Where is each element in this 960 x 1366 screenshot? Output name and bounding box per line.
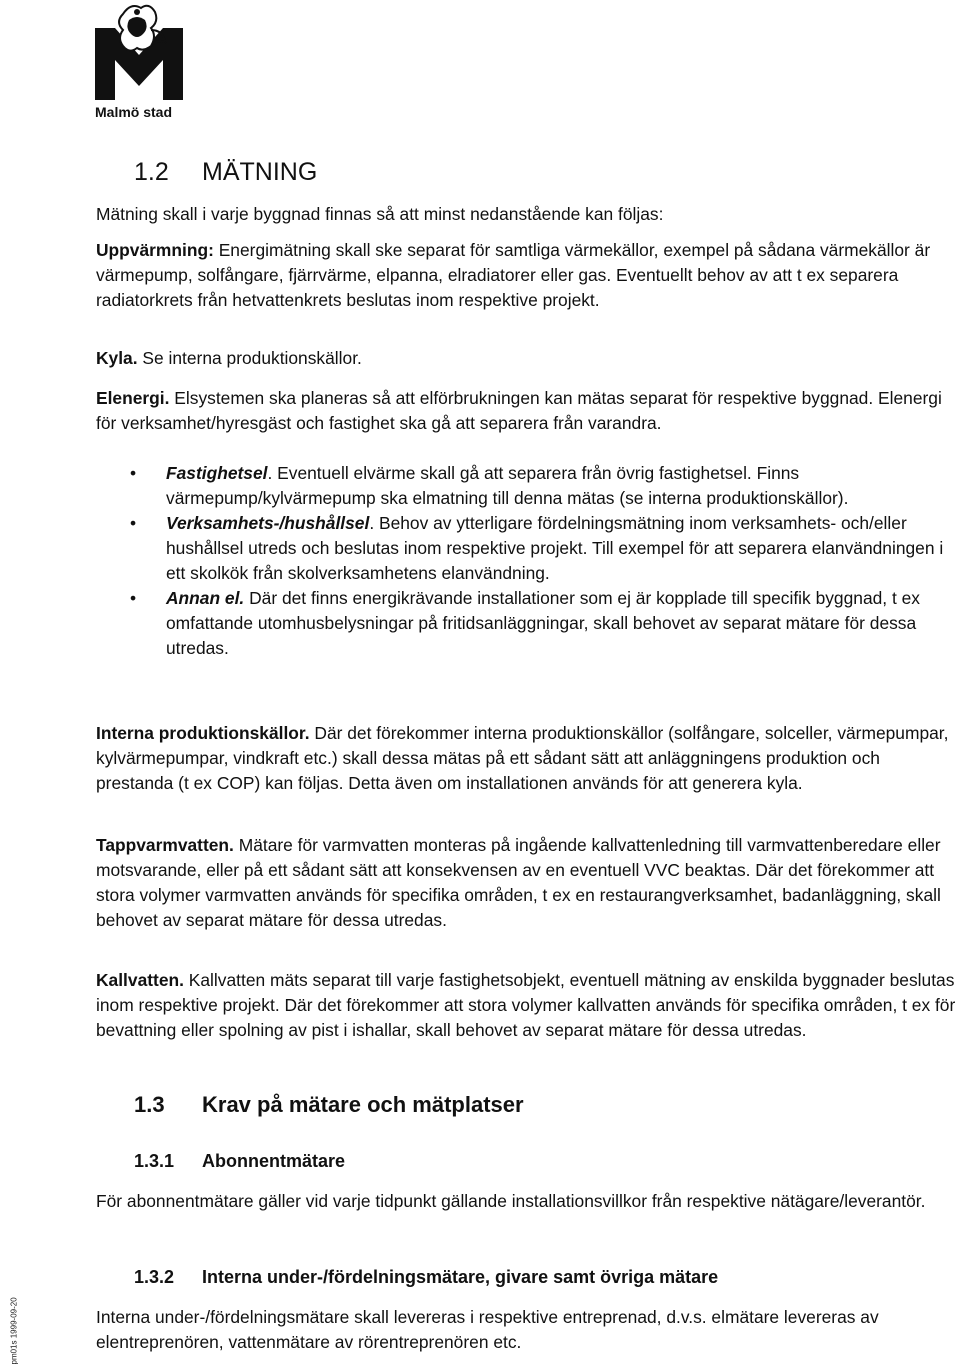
abonnentmatare-paragraph: För abonnentmätare gäller vid varje tidpunkt gällande installationsvillkor från respektive nätägare/leverantör. <box>96 1191 926 1211</box>
heading-title: Krav på mätare och mätplatser <box>202 1092 524 1117</box>
city-crest-icon <box>93 0 185 102</box>
bullet-icon: • <box>130 588 137 608</box>
heading-1-3-2 <box>134 1267 718 1288</box>
list-item <box>96 586 958 661</box>
elenergi-text: Elsystemen ska planeras så att elförbrukningen kan mätas separat för respektive byggnad. Elenergi för verksamhet/hyresgäst och fastighet ska gå att separera från varandra. <box>96 388 942 433</box>
heading-number: 1.3.1 <box>134 1151 175 1171</box>
bullet-term: Verksamhets-/hushållsel <box>166 513 370 533</box>
heading-1-3-1 <box>134 1151 345 1172</box>
elenergi-bullet-list <box>96 461 958 661</box>
uppvarmning-text: Energimätning skall ske separat för samtliga värmekällor, exempel på sådana värmekällor är värmepump, solfångare, fjärrvärme, elpanna, elradiatorer eller gas. Eventuellt behov av att t ex separera radiatorkrets från hetvattenkrets beslutas inom respektive projekt. <box>96 240 931 310</box>
kyla-label: Kyla. <box>96 348 138 368</box>
elenergi-label: Elenergi. <box>96 388 170 408</box>
kyla-text: Se interna produktionskällor. <box>137 348 362 368</box>
uppvarmning-label: Uppvärmning: <box>96 240 214 260</box>
uppvarmning-paragraph <box>96 238 958 313</box>
heading-number: 1.2 <box>134 158 169 186</box>
elenergi-paragraph <box>96 386 958 436</box>
heading-title: Interna under-/fördelningsmätare, givare samt övriga mätare <box>202 1267 719 1287</box>
bullet-icon: • <box>130 513 137 533</box>
malmo-stad-logo <box>93 0 185 124</box>
kallvatten-label: Kallvatten. <box>96 970 184 990</box>
interna-text: Där det förekommer interna produktionskällor (solfångare, solceller, värmepumpar, kylvärmepumpar, vindkraft etc.) skall dessa mätas på ett sådant sätt att anläggningens produktion och prestanda (t ex COP) kan följas. Detta även om installationen används för att generera kyla. <box>96 723 949 793</box>
heading-number: 1.3.2 <box>134 1267 175 1287</box>
heading-1-2 <box>134 158 317 187</box>
kallvatten-text: Kallvatten mäts separat till varje fastighetsobjekt, eventuell mätning av enskilda byggnader beslutas inom respektive projekt. Där det förekommer att stora volymer kallvatten används för specifika områden, t ex för bevattning eller spolning av pist i ishallar, skall behovet av separat mätare för dessa utredas. <box>96 970 956 1040</box>
interna-matare-paragraph: Interna under-/fördelningsmätare skall levereras i respektive entreprenad, d.v.s. elmätare levereras av elentreprenören, vattenmätare av rörentreprenören etc. <box>96 1307 879 1352</box>
kallvatten-paragraph <box>96 968 958 1043</box>
heading-1-3 <box>134 1092 524 1118</box>
interna-label: Interna produktionskällor. <box>96 723 310 743</box>
intro-paragraph: Mätning skall i varje byggnad finnas så att minst nedanstående kan följas: <box>96 204 664 224</box>
bullet-text: Där det finns energikrävande installationer som ej är kopplade till specifik byggnad, t ex omfattande utomhusbelysningar på fritidsanläggningar, skall behovet av separat mätare för dessa utredas. <box>166 588 920 658</box>
kyla-paragraph <box>96 346 958 371</box>
tappvarmvatten-label: Tappvarmvatten. <box>96 835 234 855</box>
bullet-icon: • <box>130 463 137 483</box>
margin-note: pm01s 1999-09-20 <box>9 1297 19 1365</box>
bullet-text: . Eventuell elvärme skall gå att separera från övrig fastighetsel. Finns värmepump/kylvärmepump ska elmatning till denna mätas (se interna produktionskällor). <box>166 463 849 508</box>
tappvarmvatten-text: Mätare för varmvatten monteras på ingående kallvattenledning till varmvattenberedare eller motsvarande, eller på ett sådant sätt att konsekvensen av en eventuell VVC beaktas. Där det förekommer att stora volymer varmvatten används för specifika områden, t ex en restaurangverksamhet, badanläggning, skall behovet av separat mätare för dessa utredas. <box>96 835 941 930</box>
list-item <box>96 511 958 586</box>
interna-paragraph <box>96 721 958 796</box>
heading-number: 1.3 <box>134 1092 165 1117</box>
list-item <box>96 461 958 511</box>
bullet-text: . Behov av ytterligare fördelningsmätning inom verksamhets- och/eller hushållsel utreds och beslutas inom respektive projekt. Till exempel för att separera elanvändningen i ett skolkök från skolverksamhetens elanvändning. <box>166 513 944 583</box>
bullet-term: Fastighetsel <box>166 463 268 483</box>
logo-text: Malmö stad <box>95 104 173 120</box>
bullet-term: Annan el. <box>166 588 245 608</box>
heading-title: MÄTNING <box>202 158 318 186</box>
heading-title: Abonnentmätare <box>202 1151 346 1171</box>
tappvarmvatten-paragraph <box>96 833 958 933</box>
